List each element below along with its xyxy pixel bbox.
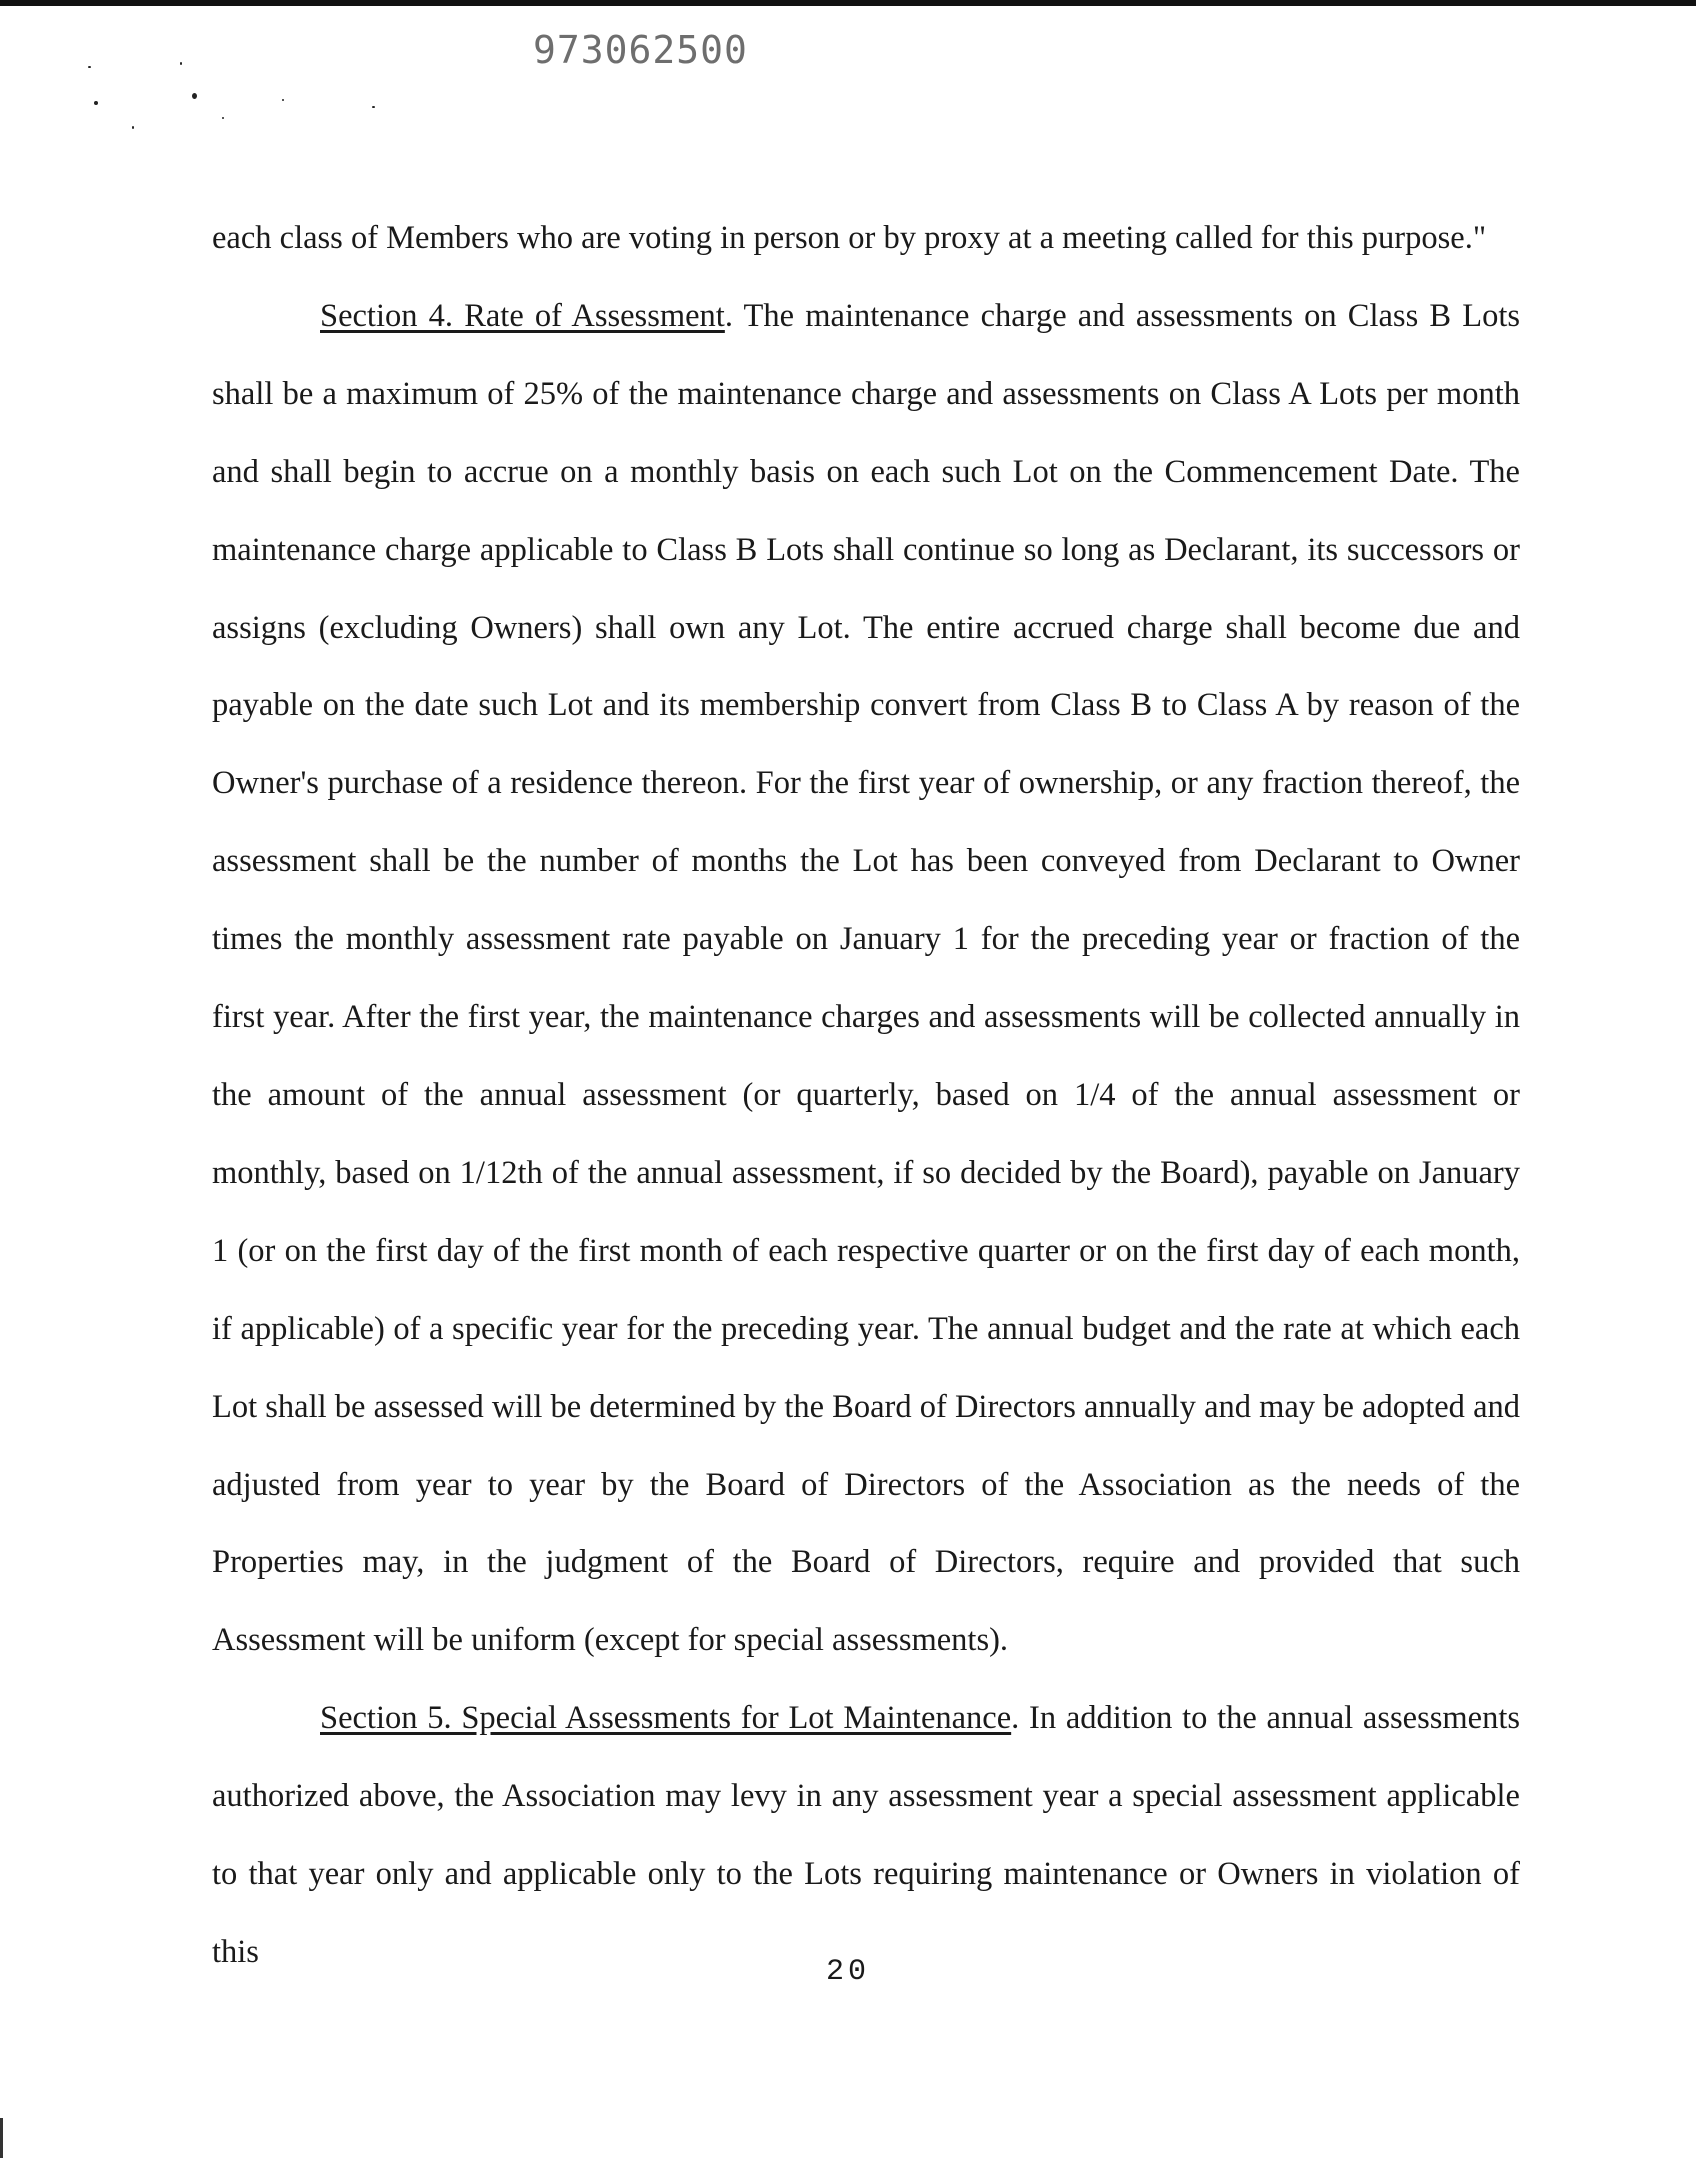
section-5-paragraph (212, 1680, 1520, 1992)
scan-top-border (0, 0, 1696, 6)
scan-speck (94, 101, 98, 105)
scan-speck (180, 62, 182, 65)
section-5-text: . In addition to the annual assessments authorized above, the Association may levy in any assessment year a special assessment applicable to that year only and applicable only to the Lots requiring maintenance or Owners in violation of this (212, 1700, 1520, 1970)
scan-speck (222, 117, 224, 119)
document-number-stamp: 973062500 (533, 28, 748, 72)
section-4-paragraph (212, 278, 1520, 1680)
document-body (212, 200, 1520, 1992)
section-5-heading: Section 5. Special Assessments for Lot Maintenance (320, 1700, 1012, 1737)
scan-speck (372, 106, 375, 108)
scan-speck (192, 93, 197, 99)
section-4-heading: Section 4. Rate of Assessment (320, 297, 725, 334)
scan-speck (88, 66, 91, 68)
page-number: 20 (825, 1955, 870, 1989)
carryover-paragraph: each class of Members who are voting in person or by proxy at a meeting called for this purpose." (212, 220, 1487, 256)
section-4-text: . The maintenance charge and assessments on Class B Lots shall be a maximum of 25% of the maintenance charge and assessments on Class A Lots per month and shall begin to accrue on a monthly basis on each such Lot on the Commencement Date. The maintenance charge applicable to Class B Lots shall continue so long as Declarant, its successors or assigns (excluding Owners) shall own any Lot. The entire accrued charge shall become due and payable on the date such Lot and its membership convert from Class B to Class A by reason of the Owner's purchase of a residence thereon. For the first year of ownership, or any fraction thereof, the assessment shall be the number of months the Lot has been conveyed from Declarant to Owner times the monthly assessment rate payable on January 1 for the preceding year or fraction of the first year. After the first year, the maintenance charges and assessments will be collected annually in the amount of the annual assessment (or quarterly, based on 1/4 of the annual assessment or monthly, based on 1/12th of the annual assessment, if so decided by the Board), payable on January 1 (or on the first day of the first month of each respective quarter or on the first day of each month, if applicable) of a specific year for the preceding year. The annual budget and the rate at which each Lot shall be assessed will be determined by the Board of Directors annually and may be adopted and adjusted from year to year by the Board of Directors of the Association as the needs of the Properties may, in the judgment of the Board of Directors, require and provided that such Assessment will be uniform (except for special assessments). (212, 297, 1521, 1659)
scan-edge-mark (0, 2118, 9, 2158)
scan-speck (132, 126, 134, 129)
scan-speck (282, 99, 284, 101)
